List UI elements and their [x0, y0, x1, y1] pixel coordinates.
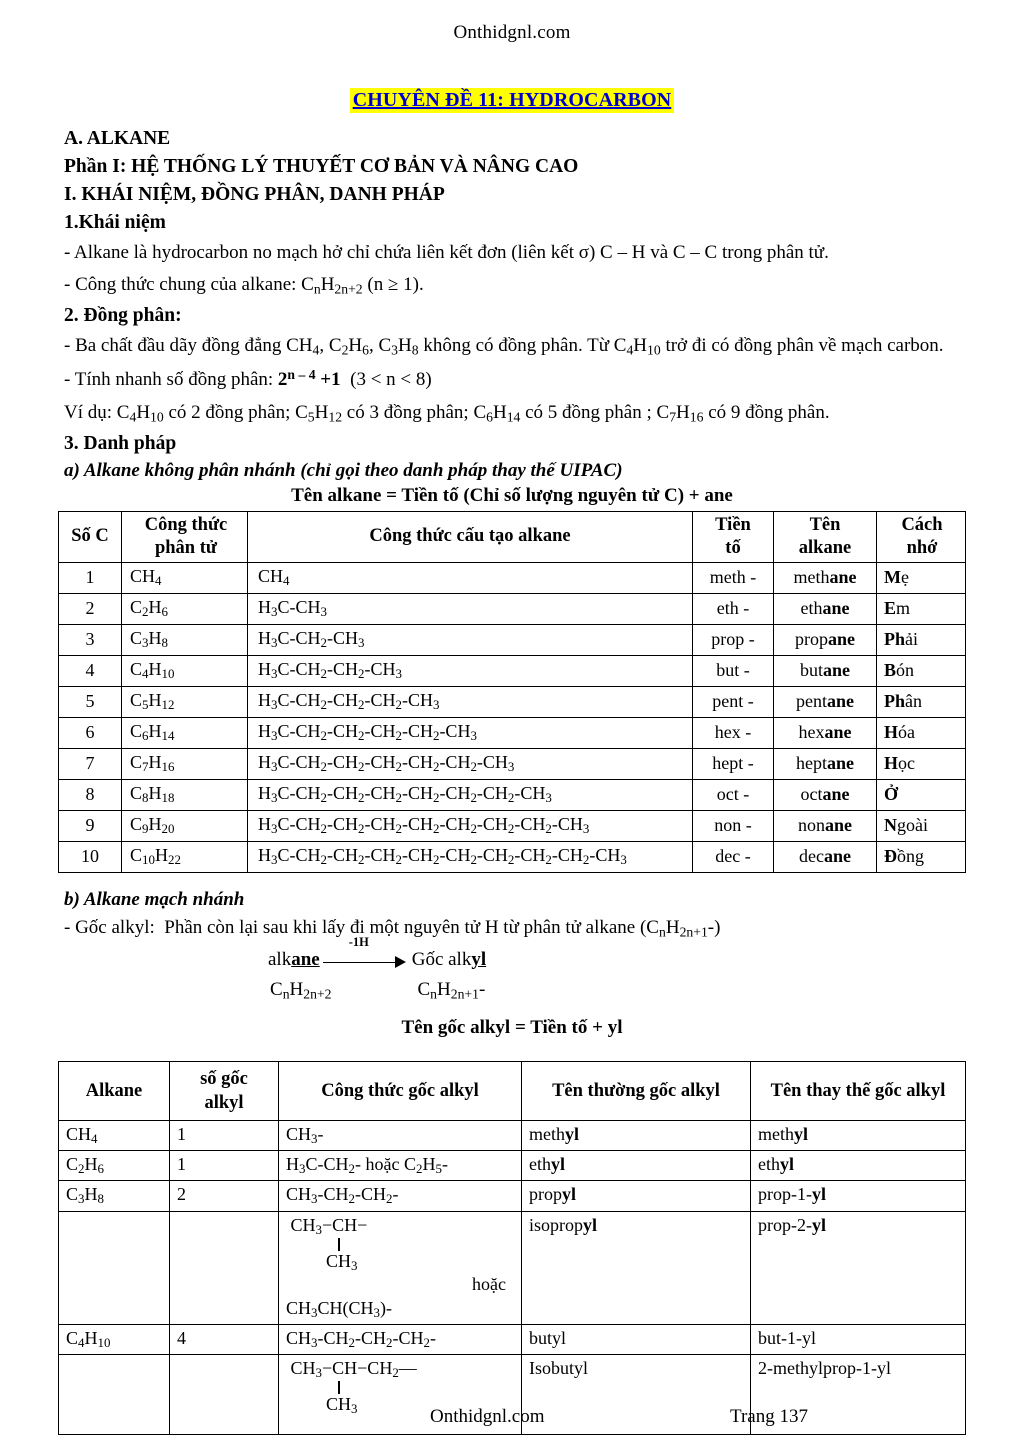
- concept-sub-2n2: 2n+2: [334, 281, 363, 297]
- isomer-examples: Ví dụ: $C_4H_{10}$ có 2 đồng phân; $C_5H_{12}$ có 3 đồng phân; $C_6H_{14}$ có 5 đồng phân ; $C_7H_{16}$ có 9 đồng phân.: [64, 401, 830, 425]
- cell-substitutive-name: ethyl: [751, 1151, 966, 1181]
- header-name-line2: alkane: [798, 537, 852, 558]
- isomer-condition: (3 < n < 8): [350, 369, 432, 391]
- heading-sub-one: 1.Khái niệm: [64, 211, 166, 233]
- cell-num-c: 1: [59, 562, 122, 593]
- cell-molecular-formula: $C_5H_{12}$: [122, 686, 248, 717]
- isopropyl-structure: [286, 1215, 514, 1321]
- cell-substitutive-name: 2-methylprop-1-yl: [751, 1355, 966, 1435]
- cell-structure: $H_3C-CH_2-CH_3$: [248, 624, 693, 655]
- cell-substitutive-name: but-1-yl: [751, 1324, 966, 1354]
- isomer-quick-label: - Tính nhanh số đồng phân:: [64, 369, 278, 391]
- reaction-right-formula: $C_nH_{2n+1}-$: [417, 978, 486, 1002]
- isomer-example-label: Ví dụ:: [64, 401, 117, 423]
- structure-branch: $CH_3$: [326, 1394, 358, 1417]
- header-count-line2: alkyl: [204, 1092, 244, 1113]
- header-alkane: Alkane: [59, 1061, 170, 1120]
- cell-alkane-name: decane: [774, 841, 877, 872]
- cell-molecular-formula: $C_2H_6$: [122, 593, 248, 624]
- isomer-formula-base: 2: [277, 369, 288, 391]
- structure-main-chain: $CH_3-CH-$: [286, 1214, 368, 1237]
- cell-molecular-formula: $C_4H_{10}$: [122, 655, 248, 686]
- cell-prefix: hept -: [693, 748, 774, 779]
- cell-prefix: but -: [693, 655, 774, 686]
- heading-part-one: Phần I: HỆ THỐNG LÝ THUYẾT CƠ BẢN VÀ NÂNG CAO: [64, 155, 579, 177]
- cell-alkane-name: pentane: [774, 686, 877, 717]
- table-row: [59, 841, 966, 872]
- cell-common-name: methyl: [522, 1120, 751, 1150]
- cell-substitutive-name: prop-2-yl: [751, 1211, 966, 1324]
- cell-mnemonic: Phân: [877, 686, 966, 717]
- table-row: [59, 1324, 966, 1354]
- cell-prefix: dec -: [693, 841, 774, 872]
- cell-alkane-name: octane: [774, 779, 877, 810]
- concept-sub-n: n: [313, 281, 321, 297]
- table-row: [59, 1211, 966, 1324]
- reaction-arrow-label: -1H: [348, 934, 369, 949]
- document-title-row: [58, 88, 966, 113]
- table-row: [59, 593, 966, 624]
- cell-num-c: 10: [59, 841, 122, 872]
- cell-radical-count: [170, 1211, 279, 1324]
- cell-structure: $H_3C-CH_2-CH_2-CH_2-CH_2-CH_2-CH_2-CH_2-CH_3$: [248, 810, 693, 841]
- table-row: [59, 655, 966, 686]
- page-footer: [58, 1406, 966, 1430]
- structure-condensed: $CH_3CH(CH_3)-$: [286, 1297, 392, 1321]
- header-mnemonic-line1: Cách: [901, 514, 943, 535]
- cell-mnemonic: Hóa: [877, 717, 966, 748]
- reaction-left-bold: ane: [291, 948, 320, 970]
- cell-num-c: 3: [59, 624, 122, 655]
- cell-mnemonic: Bón: [877, 655, 966, 686]
- arrow-shaft: [323, 962, 399, 964]
- header-mnemonic-line2: nhớ: [906, 537, 938, 558]
- cell-alkane-name: propane: [774, 624, 877, 655]
- cell-radical-count: 4: [170, 1324, 279, 1354]
- header-structure: Công thức cấu tạo alkane: [248, 511, 693, 562]
- table-row: [59, 1120, 966, 1150]
- alkyl-radical-table: [58, 1061, 966, 1436]
- cell-radical-count: 2: [170, 1181, 279, 1211]
- cell-molecular-formula: $CH_4$: [122, 562, 248, 593]
- cell-mnemonic: Em: [877, 593, 966, 624]
- structure-or-label: hoặc: [472, 1273, 506, 1294]
- alkane-naming-table: [58, 511, 966, 873]
- header-prefix-line2: tố: [725, 537, 741, 558]
- cell-molecular-formula: $C_3H_8$: [122, 624, 248, 655]
- cell-alkane-name: heptane: [774, 748, 877, 779]
- cell-alkane: $C_2H_6$: [59, 1151, 170, 1181]
- concept-line-2-pre: - Công thức chung của alkane: C: [64, 274, 314, 296]
- bond-line-icon: [338, 1238, 340, 1251]
- cell-alkyl-formula: $CH_3-CH_2-CH_2-CH_2-$: [279, 1324, 522, 1354]
- table-row: [59, 717, 966, 748]
- cell-mnemonic: Mẹ: [877, 562, 966, 593]
- cell-prefix: non -: [693, 810, 774, 841]
- alkyl-reaction-diagram: [58, 934, 966, 1015]
- header-molecular-formula: [122, 511, 248, 562]
- left-formula-h: 2n+2: [303, 986, 332, 1002]
- reaction-right-plain: Gốc alk: [411, 948, 472, 970]
- cell-num-c: 4: [59, 655, 122, 686]
- cell-alkyl-formula: $H_3C-CH_2-$ hoặc $C_2H_5-$: [279, 1151, 522, 1181]
- cell-alkane-name: nonane: [774, 810, 877, 841]
- right-formula-c: n: [430, 986, 438, 1002]
- cell-mnemonic: Ở: [877, 779, 966, 810]
- cell-prefix: oct -: [693, 779, 774, 810]
- cell-alkane: $C_3H_8$: [59, 1181, 170, 1211]
- cell-alkane-name: hexane: [774, 717, 877, 748]
- cell-alkane-name: butane: [774, 655, 877, 686]
- table-header-row: [59, 511, 966, 562]
- page-title: CHUYÊN ĐỀ 11: HYDROCARBON: [350, 88, 675, 113]
- naming-rule-alkyl: Tên gốc alkyl = Tiền tố + yl: [401, 1016, 623, 1038]
- header-substitutive-name: Tên thay thế gốc alkyl: [751, 1061, 966, 1120]
- heading-section-a: A. ALKANE: [64, 128, 171, 149]
- cell-common-name: propyl: [522, 1181, 751, 1211]
- cell-mnemonic: Phải: [877, 624, 966, 655]
- isomer-formula-exp: n – 4: [287, 367, 316, 383]
- cell-molecular-formula: $C_9H_{20}$: [122, 810, 248, 841]
- cell-radical-count: 1: [170, 1120, 279, 1150]
- table-row: [59, 686, 966, 717]
- cell-mnemonic: Ngoài: [877, 810, 966, 841]
- footer-page-number: Trang 137: [730, 1406, 808, 1427]
- reaction-right-bold: yl: [471, 948, 487, 970]
- cell-prefix: pent -: [693, 686, 774, 717]
- cell-molecular-formula: $C_7H_{16}$: [122, 748, 248, 779]
- cell-prefix: prop -: [693, 624, 774, 655]
- reaction-equation: [268, 934, 487, 971]
- cell-alkyl-formula: $CH_3-$: [279, 1120, 522, 1150]
- concept-line-2-post: (n ≥ 1).: [362, 274, 424, 296]
- header-num-c: Số C: [59, 511, 122, 562]
- table-row: [59, 748, 966, 779]
- cell-substitutive-name: prop-1-yl: [751, 1181, 966, 1211]
- cell-structure: $CH_4$: [248, 562, 693, 593]
- cell-structure: $H_3C-CH_2-CH_2-CH_2-CH_2-CH_2-CH_3$: [248, 748, 693, 779]
- heading-item-b: b) Alkane mạch nhánh: [64, 888, 245, 910]
- concept-line-2: [64, 271, 966, 300]
- cell-structure: $H_3C-CH_2-CH_2-CH_3$: [248, 655, 693, 686]
- cell-structure: $H_3C-CH_3$: [248, 593, 693, 624]
- header-prefix: [693, 511, 774, 562]
- cell-structure: $H_3C-CH_2-CH_2-CH_2-CH_2-CH_2-CH_2-CH_3$: [248, 779, 693, 810]
- reaction-formulas: [270, 979, 485, 1002]
- alkyl-definition: - Gốc alkyl: Phần còn lại sau khi lấy đi một nguyên tử H từ phân tử alkane $(C_nH_{2n+1}-)$: [64, 916, 721, 940]
- cell-common-name: Isobutyl: [522, 1355, 751, 1435]
- table-row: [59, 624, 966, 655]
- header-radical-count: [170, 1061, 279, 1120]
- cell-structure: $H_3C-CH_2-CH_2-CH_2-CH_2-CH_3$: [248, 717, 693, 748]
- page-header-site: Onthidgnl.com: [453, 22, 571, 43]
- left-formula-c: n: [282, 986, 290, 1002]
- cell-alkane-name: ethane: [774, 593, 877, 624]
- table-row: [59, 562, 966, 593]
- header-mnemonic: [877, 511, 966, 562]
- heading-sub-three: 3. Danh pháp: [64, 432, 177, 454]
- cell-num-c: 9: [59, 810, 122, 841]
- cell-prefix: hex -: [693, 717, 774, 748]
- cell-num-c: 5: [59, 686, 122, 717]
- structure-main-chain: $CH_3-CH-CH_2—$: [286, 1358, 417, 1381]
- cell-num-c: 7: [59, 748, 122, 779]
- header-name-line1: Tên: [809, 514, 841, 535]
- cell-alkane: $C_4H_{10}$: [59, 1324, 170, 1354]
- cell-molecular-formula: $C_6H_{14}$: [122, 717, 248, 748]
- naming-rule-alkane: Tên alkane = Tiền tố (Chỉ số lượng nguyên tử C) + ane: [291, 484, 733, 506]
- cell-mnemonic: Đồng: [877, 841, 966, 872]
- heading-item-a: a) Alkane không phân nhánh (chỉ gọi theo danh pháp thay thế UIPAC): [64, 459, 623, 481]
- isomer-line-2: [64, 365, 966, 395]
- arrow-head: [395, 956, 406, 968]
- cell-num-c: 6: [59, 717, 122, 748]
- header-prefix-line1: Tiền: [715, 514, 751, 535]
- table-row: [59, 810, 966, 841]
- cell-prefix: eth -: [693, 593, 774, 624]
- concept-line-1: - Alkane là hydrocarbon no mạch hở chỉ chứa liên kết đơn (liên kết σ) C – H và C – C trong phân tử.: [64, 241, 829, 263]
- header-count-line1: số gốc: [200, 1068, 248, 1089]
- cell-structure: $H_3C-CH_2-CH_2-CH_2-CH_2-CH_2-CH_2-CH_2-CH_2-CH_3$: [248, 841, 693, 872]
- table-row: [59, 779, 966, 810]
- cell-alkyl-formula: $CH_3-CH_2-CH_2-$: [279, 1181, 522, 1211]
- cell-mnemonic: Học: [877, 748, 966, 779]
- cell-num-c: 2: [59, 593, 122, 624]
- header-mf-line2: phân tử: [154, 537, 217, 558]
- cell-radical-count: 1: [170, 1151, 279, 1181]
- cell-common-name: butyl: [522, 1324, 751, 1354]
- footer-site: Onthidgnl.com: [430, 1406, 545, 1427]
- cell-substitutive-name: methyl: [751, 1120, 966, 1150]
- cell-common-name: isopropyl: [522, 1211, 751, 1324]
- header-common-name: Tên thường gốc alkyl: [522, 1061, 751, 1120]
- cell-common-name: ethyl: [522, 1151, 751, 1181]
- table2-header-row: [59, 1061, 966, 1120]
- header-mf-line1: Công thức: [144, 514, 228, 535]
- header-alkyl-formula: Công thức gốc alkyl: [279, 1061, 522, 1120]
- heading-sub-two: 2. Đồng phân:: [64, 305, 182, 327]
- cell-prefix: meth -: [693, 562, 774, 593]
- header-alkane-name: [774, 511, 877, 562]
- structure-branch: $CH_3$: [326, 1250, 358, 1273]
- concept-h: H: [320, 274, 335, 296]
- isomer-formula-plus: +1: [315, 369, 341, 391]
- reaction-left-plain: alk: [268, 948, 292, 970]
- reaction-arrow-icon: [323, 934, 409, 970]
- cell-structure: $H_3C-CH_2-CH_2-CH_2-CH_3$: [248, 686, 693, 717]
- cell-num-c: 8: [59, 779, 122, 810]
- bond-line-icon: [338, 1381, 340, 1394]
- heading-roman-one: I. KHÁI NIỆM, ĐỒNG PHÂN, DANH PHÁP: [64, 183, 445, 205]
- cell-alkane: $CH_4$: [59, 1120, 170, 1150]
- isomer-line-1: - Ba chất đầu dãy đồng đẳng $CH_4$, $C_2H_6$, $C_3H_8$ không có đồng phân. Từ $C_4H_{10}$ trở đi có đồng phân về mạch carbon.: [64, 335, 944, 358]
- table-row: [59, 1181, 966, 1211]
- cell-molecular-formula: $C_{10}H_{22}$: [122, 841, 248, 872]
- cell-alkane: [59, 1211, 170, 1324]
- table-row: [59, 1151, 966, 1181]
- cell-molecular-formula: $C_8H_{18}$: [122, 779, 248, 810]
- cell-alkyl-structure: [279, 1211, 522, 1324]
- cell-alkane-name: methane: [774, 562, 877, 593]
- reaction-left-formula: $C_nH_{2n+2}$: [270, 978, 332, 1002]
- right-formula-h: 2n+1: [450, 986, 479, 1002]
